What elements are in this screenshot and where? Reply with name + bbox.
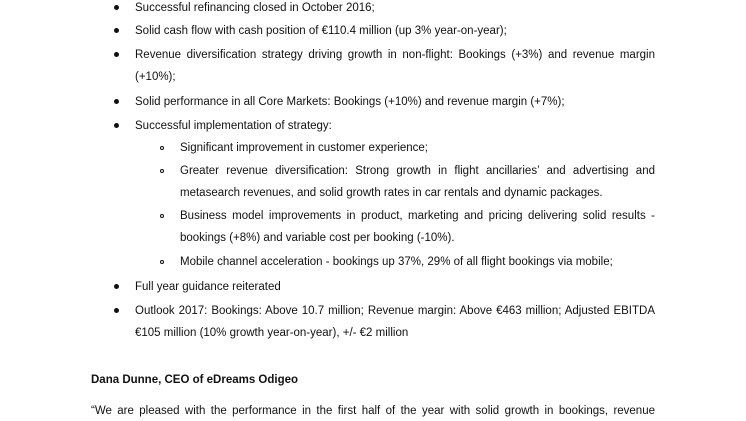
highlight-item: Solid performance in all Core Markets: Bookings (+10%) and revenue margin (+7%); — [135, 96, 565, 108]
strategy-item: Significant improvement in customer experience; — [180, 142, 429, 154]
sub-bullet-icon — [160, 260, 164, 264]
bullet-icon — [114, 52, 119, 57]
sub-bullet-icon — [160, 169, 164, 173]
bullet-icon — [114, 5, 119, 10]
strategy-item: Mobile channel acceleration - bookings up 37%, 29% of all flight bookings via mobile; — [180, 256, 613, 268]
bullet-icon — [114, 99, 119, 104]
bullet-icon — [114, 123, 119, 128]
highlight-item: Successful implementation of strategy: — [135, 120, 332, 132]
highlight-item: Successful refinancing closed in October 2016; — [135, 2, 375, 14]
ceo-quote: “We are pleased with the performance in the first half of the year with solid growth in bookings, revenue — [91, 405, 655, 417]
sub-bullet-icon — [160, 214, 164, 218]
highlight-item: Outlook 2017: Bookings: Above 10.7 million; Revenue margin: Above €463 million; Adjusted EBITDA €105 million (10% growth year-on-year), +/- €2 million — [135, 305, 655, 340]
highlight-item: Full year guidance reiterated — [135, 281, 281, 293]
bullet-icon — [114, 308, 119, 313]
strategy-item: Business model improvements in product, marketing and pricing delivering solid results - bookings (+8%) and variable cost per booking (-10%). — [180, 210, 655, 245]
bullet-icon — [114, 28, 119, 33]
strategy-item: Greater revenue diversification: Strong growth in flight ancillaries’ and advertising and metasearch revenues, and solid growth rates in car rentals and dynamic packages. — [180, 165, 655, 200]
sub-bullet-icon — [160, 146, 164, 150]
highlight-item: Solid cash flow with cash position of €110.4 million (up 3% year-on-year); — [135, 25, 507, 37]
highlight-item: Revenue diversification strategy driving growth in non-flight: Bookings (+3%) and revenue margin (+10%); — [135, 49, 655, 84]
bullet-icon — [114, 284, 119, 289]
ceo-heading: Dana Dunne, CEO of eDreams Odigeo — [91, 374, 299, 386]
